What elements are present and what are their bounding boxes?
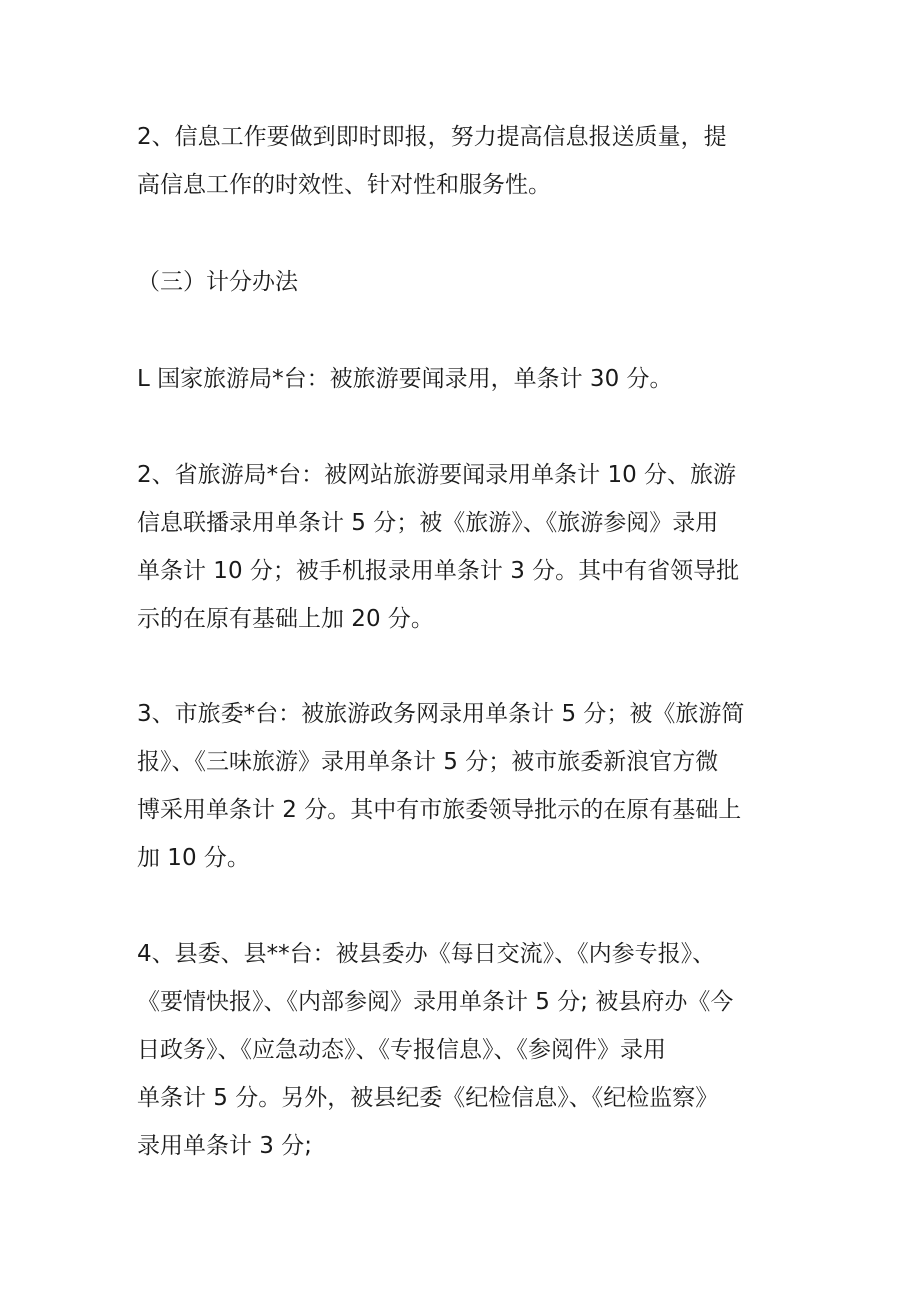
text-line: 报》、《三味旅游》录用单条计 5 分；被市旅委新浪官方微 <box>137 749 719 775</box>
text-line: 示的在原有基础上加 20 分。 <box>137 606 434 632</box>
text-line: 高信息工作的时效性、针对性和服务性。 <box>137 172 551 198</box>
heading-text: （三）计分办法 <box>137 269 298 295</box>
text-line: 博采用单条计 2 分。其中有市旅委领导批示的在原有基础上 <box>137 797 742 823</box>
paragraph-provincial-bureau <box>137 451 797 643</box>
text-line: 《要情快报》、《内部参阅》录用单条计 5 分; 被县府办《今 <box>137 989 734 1015</box>
text-line: 4、县委、县**台：被县委办《每日交流》、《内参专报》、 <box>137 941 716 967</box>
text-line: 录用单条计 3 分; <box>137 1133 313 1159</box>
text-line: 信息联播录用单条计 5 分；被《旅游》、《旅游参阅》录用 <box>137 510 719 536</box>
text-line: L 国家旅游局*台：被旅游要闻录用，单条计 30 分。 <box>137 366 673 392</box>
paragraph-county-committee <box>137 930 797 1170</box>
paragraph-national-bureau <box>137 355 797 403</box>
section-heading-scoring <box>137 258 797 306</box>
paragraph-info-requirement <box>137 113 797 209</box>
text-line: 单条计 5 分。另外，被县纪委《纪检信息》、《纪检监察》 <box>137 1085 719 1111</box>
text-line: 2、信息工作要做到即时即报，努力提高信息报送质量，提 <box>137 124 727 150</box>
text-line: 单条计 10 分；被手机报录用单条计 3 分。其中有省领导批 <box>137 558 740 584</box>
paragraph-city-committee <box>137 690 797 882</box>
text-line: 日政务》、《应急动态》、《专报信息》、《参阅件》录用 <box>137 1037 666 1063</box>
text-line: 加 10 分。 <box>137 845 250 871</box>
text-line: 3、市旅委*台：被旅游政务网录用单条计 5 分；被《旅游简 <box>137 701 745 727</box>
text-line: 2、省旅游局*台：被网站旅游要闻录用单条计 10 分、旅游 <box>137 462 737 488</box>
